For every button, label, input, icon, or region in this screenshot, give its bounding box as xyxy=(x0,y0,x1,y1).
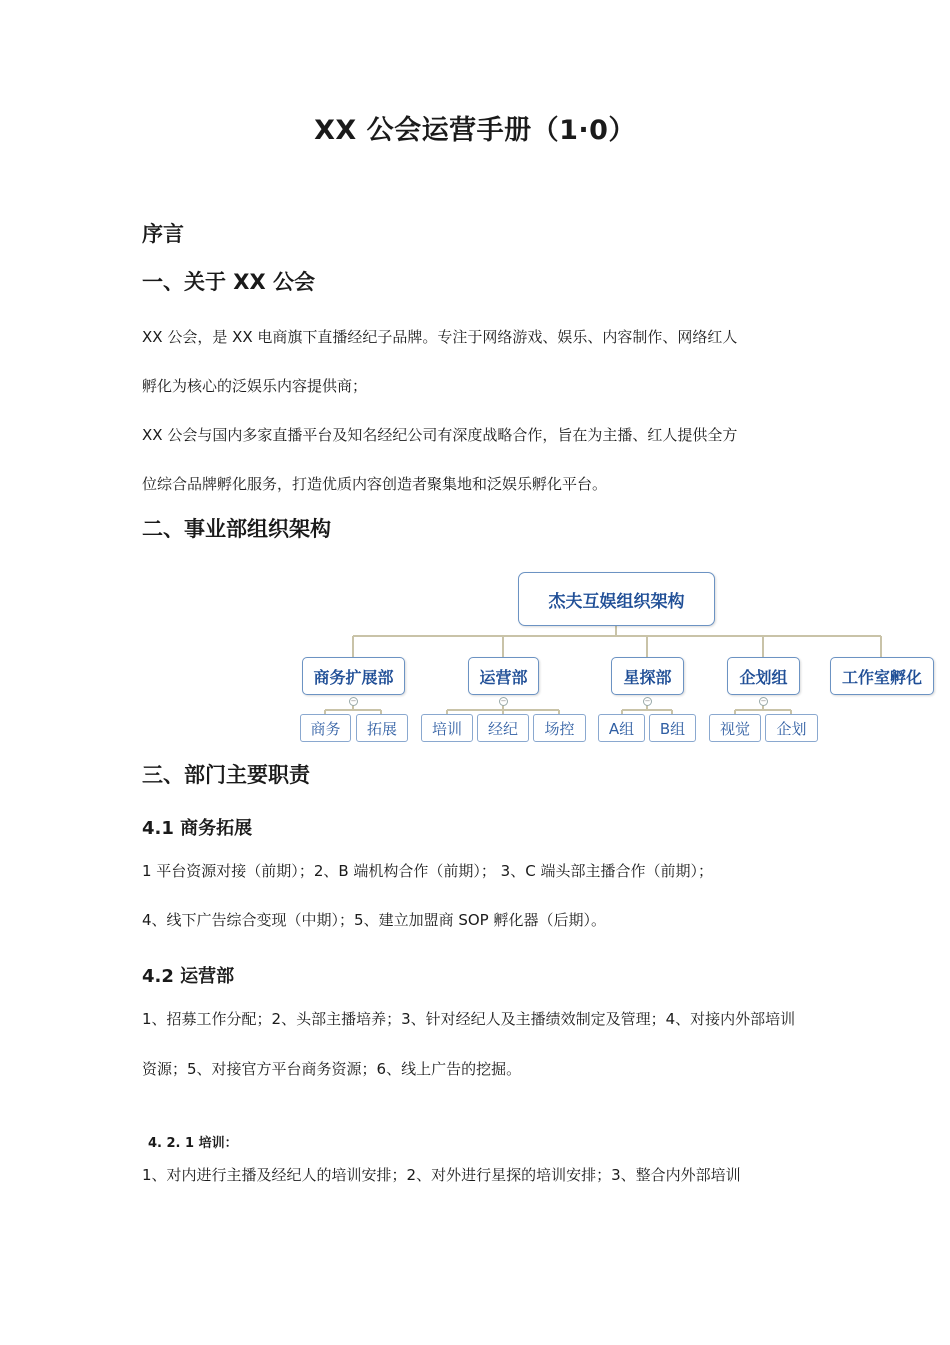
collapse-toggle-icon: − xyxy=(644,697,651,705)
section3-sub2-heading: 4.2 运营部 xyxy=(142,966,235,987)
section1-line-3: XX 公会与国内多家直播平台及知名经纪公司有深度战略合作，旨在为主播、红人提供全方 xyxy=(142,426,738,444)
org-leaf-training: 培训 xyxy=(421,714,473,742)
org-leaf-business: 商务 xyxy=(300,714,351,742)
section1-line-4: 位综合品牌孵化服务，打造优质内容创造者聚集地和泛娱乐孵化平台。 xyxy=(142,475,608,493)
org-leaf-expansion: 拓展 xyxy=(356,714,408,742)
section1-line-2: 孵化为核心的泛娱乐内容提供商； xyxy=(142,377,368,395)
section3-heading: 三、部门主要职责 xyxy=(142,763,310,787)
org-leaf-group-b: B组 xyxy=(649,714,696,742)
org-leaf-agent: 经纪 xyxy=(477,714,529,742)
collapse-toggle-icon: − xyxy=(350,697,357,705)
org-leaf-group-a: A组 xyxy=(598,714,645,742)
org-leaf-floor-control: 场控 xyxy=(533,714,586,742)
section1-line-1: XX 公会，是 XX 电商旗下直播经纪子品牌。专注于网络游戏、娱乐、内容制作、网络红人 xyxy=(142,328,738,346)
org-dept-scouting: 星探部 xyxy=(611,657,684,695)
collapse-toggle-icon: − xyxy=(760,697,767,705)
org-dept-operations: 运营部 xyxy=(468,657,539,695)
section1-heading: 一、关于 XX 公会 xyxy=(142,270,316,294)
document-title: XX 公会运营手册（1·0） xyxy=(314,115,636,146)
section3-sub3-heading: 4. 2. 1 培训： xyxy=(148,1136,238,1151)
section3-sub2-line-2: 资源；5、对接官方平台商务资源；6、线上广告的挖掘。 xyxy=(142,1060,522,1078)
org-dept-planning: 企划组 xyxy=(727,657,800,695)
org-dept-business-expansion: 商务扩展部 xyxy=(302,657,405,695)
section3-sub3-line-1: 1、对内进行主播及经纪人的培训安排；2、对外进行星探的培训安排；3、整合内外部培训 xyxy=(142,1166,741,1184)
section2-heading: 二、事业部组织架构 xyxy=(142,517,331,541)
preface-heading: 序言 xyxy=(142,222,184,246)
org-root-node: 杰夫互娱组织架构 xyxy=(518,572,715,626)
section3-sub1-heading: 4.1 商务拓展 xyxy=(142,818,253,839)
org-leaf-planning: 企划 xyxy=(765,714,818,742)
org-leaf-visual: 视觉 xyxy=(709,714,761,742)
collapse-toggle-icon: − xyxy=(500,697,507,705)
org-dept-studio-incubation: 工作室孵化 xyxy=(830,657,934,695)
section3-sub1-line-1: 1 平台资源对接（前期）；2、B 端机构合作（前期）； 3、C 端头部主播合作（前期）； xyxy=(142,862,713,880)
section3-sub1-line-2: 4、线下广告综合变现（中期）；5、建立加盟商 SOP 孵化器（后期）。 xyxy=(142,911,606,929)
section3-sub2-line-1: 1、招募工作分配；2、头部主播培养；3、针对经纪人及主播绩效制定及管理；4、对接内外部培训 xyxy=(142,1010,796,1028)
